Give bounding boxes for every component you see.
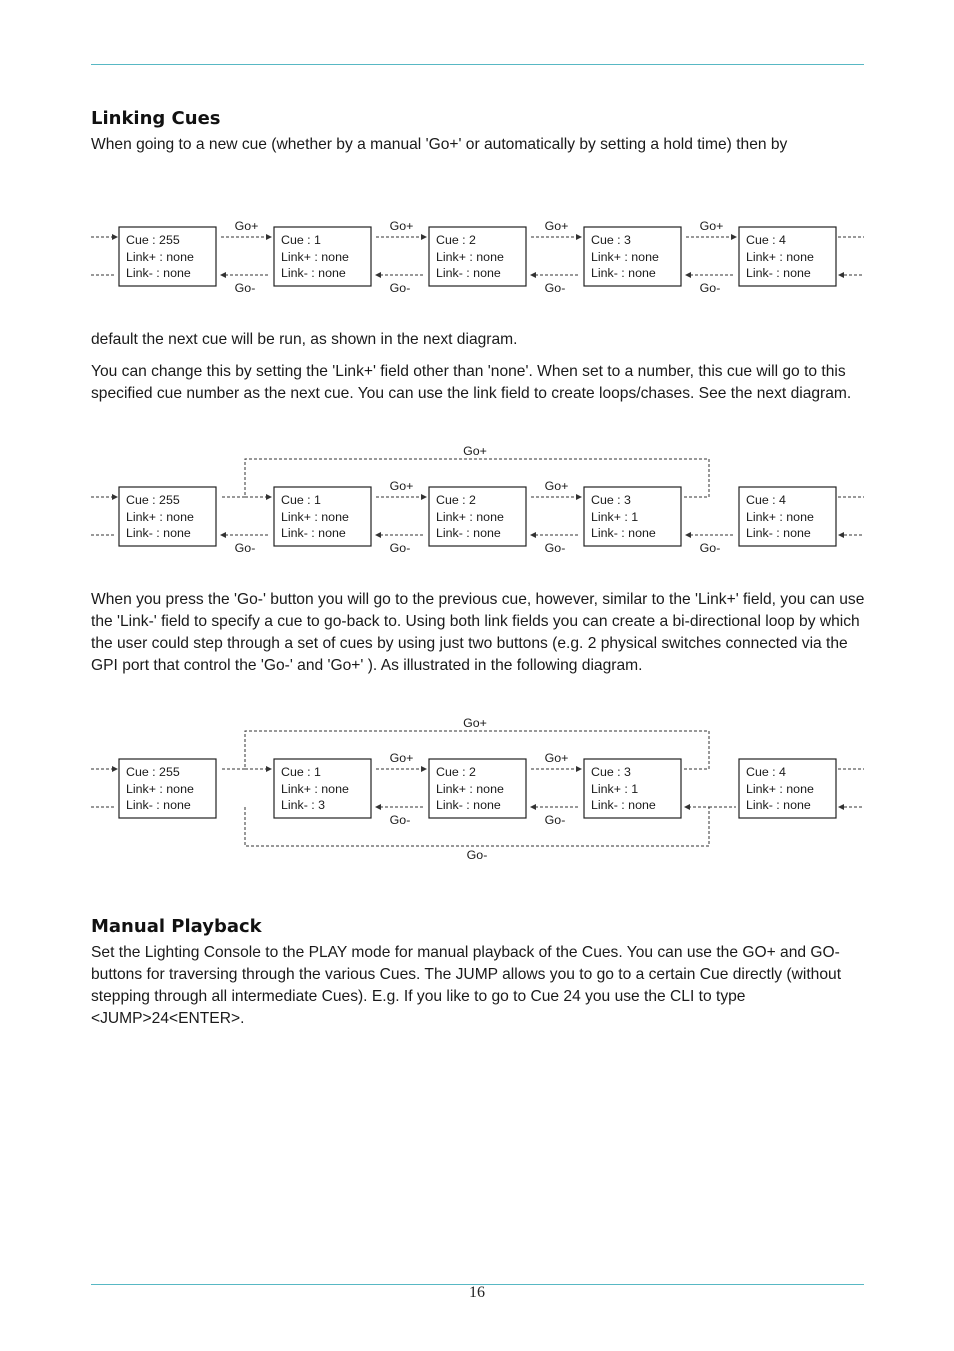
go-minus-label: Go-	[544, 541, 566, 555]
cue-link-minus-label: Link- : none	[436, 266, 501, 280]
cue-number-label: Cue : 1	[281, 233, 321, 247]
cue-link-plus-label: Link+ : 1	[591, 510, 639, 524]
go-minus-label: Go-	[389, 281, 411, 295]
cue-number-label: Cue : 4	[746, 233, 786, 247]
arrow-head	[530, 532, 536, 538]
cue-link-plus-label: Link+ : none	[126, 250, 194, 264]
cue-number-label: Cue : 2	[436, 233, 476, 247]
arrow-head	[530, 804, 536, 810]
arrow-head	[530, 272, 536, 278]
arrow-head	[684, 804, 690, 810]
go-plus-label: Go+	[389, 479, 414, 493]
arrow-head	[685, 532, 691, 538]
go-minus-label: Go-	[234, 541, 256, 555]
go-minus-label: Go-	[699, 281, 721, 295]
cue-link-minus-label: Link- : none	[281, 526, 346, 540]
cue-link-plus-label: Link+ : none	[746, 510, 814, 524]
cue-link-minus-label: Link- : none	[126, 526, 191, 540]
arrow-head	[375, 272, 381, 278]
cue-link-minus-label: Link- : none	[436, 526, 501, 540]
go-minus-label: Go-	[699, 541, 721, 555]
cue-number-label: Cue : 4	[746, 765, 786, 779]
arrow-head	[838, 804, 844, 810]
paragraph-manual-playback: Set the Lighting Console to the PLAY mode for manual playback of the Cues. You can use the GO+ and GO- buttons for traversing through the various Cues. The JUMP allows you to go to a certain Cue directly (without stepping through all intermediate Cues). E.g. If you like to go to Cue 24 you use the CLI to type <JUMP>24<ENTER>.	[91, 944, 842, 1027]
arrow-head	[838, 532, 844, 538]
cue-number-label: Cue : 3	[591, 765, 631, 779]
go-plus-label: Go+	[389, 751, 414, 765]
go-minus-label: Go-	[234, 281, 256, 295]
loop-go-plus-label: Go+	[463, 444, 487, 458]
arrow-head	[576, 766, 582, 772]
cue-link-plus-label: Link+ : none	[436, 510, 504, 524]
cue-link-minus-label: Link- : none	[591, 798, 656, 812]
cue-number-label: Cue : 255	[126, 765, 180, 779]
cue-link-plus-label: Link+ : none	[281, 782, 349, 796]
cue-link-minus-label: Link- : none	[746, 266, 811, 280]
cue-number-label: Cue : 1	[281, 765, 321, 779]
arrow-head	[266, 766, 272, 772]
arrow-head	[576, 494, 582, 500]
cue-link-minus-label: Link- : none	[591, 526, 656, 540]
cue-link-plus-label: Link+ : none	[436, 782, 504, 796]
cue-link-minus-label: Link- : none	[746, 798, 811, 812]
diagram-link-plus-loop	[0, 440, 954, 560]
cue-number-label: Cue : 4	[746, 493, 786, 507]
loop-go-minus-label: Go-	[466, 848, 488, 862]
cue-link-plus-label: Link+ : none	[126, 510, 194, 524]
arrow-head	[375, 804, 381, 810]
page-number: 16	[469, 1284, 485, 1301]
diagram-bidirectional-loop	[0, 710, 954, 865]
cue-link-plus-label: Link+ : none	[126, 782, 194, 796]
cue-link-plus-label: Link+ : none	[746, 250, 814, 264]
cue-number-label: Cue : 255	[126, 493, 180, 507]
arrow-head	[576, 234, 582, 240]
arrow-head	[375, 532, 381, 538]
loop-go-plus-label: Go+	[463, 716, 487, 730]
go-plus-label: Go+	[699, 219, 724, 233]
paragraph-default: default the next cue will be run, as shown in the next diagram.	[91, 331, 518, 348]
arrow-head	[838, 272, 844, 278]
section-heading-manual-playback: Manual Playback	[91, 916, 262, 937]
go-plus-label: Go+	[234, 219, 259, 233]
cue-link-plus-label: Link+ : none	[746, 782, 814, 796]
arrow-head	[421, 494, 427, 500]
cue-number-label: Cue : 3	[591, 233, 631, 247]
cue-link-minus-label: Link- : none	[281, 266, 346, 280]
cue-number-label: Cue : 3	[591, 493, 631, 507]
cue-number-label: Cue : 2	[436, 493, 476, 507]
cue-link-plus-label: Link+ : none	[281, 510, 349, 524]
cue-link-minus-label: Link- : 3	[281, 798, 326, 812]
go-minus-label: Go-	[544, 281, 566, 295]
section-heading-linking-cues: Linking Cues	[91, 108, 221, 129]
cue-link-minus-label: Link- : none	[746, 526, 811, 540]
arrow-head	[685, 272, 691, 278]
arrow-head	[266, 494, 272, 500]
go-minus-label: Go-	[544, 813, 566, 827]
arrow-head	[220, 272, 226, 278]
arrow-head	[731, 234, 737, 240]
paragraph-link-minus: When you press the 'Go-' button you will go to the previous cue, however, similar to the 'Link+' field, you can use the 'Link-' field to specify a cue to go-back to. Using both link fields you can create a bi-directional loop by which the user could step through a set of cues by using just two buttons (e.g. 2 physical switches connected via the GPI port that control the 'Go-' and 'Go+' ). As illustrated in the following diagram.	[91, 591, 865, 674]
arrow-head	[112, 234, 118, 240]
cue-link-minus-label: Link- : none	[126, 266, 191, 280]
cue-number-label: Cue : 255	[126, 233, 180, 247]
diagram-default-sequence	[0, 200, 954, 310]
arrow-head	[266, 234, 272, 240]
go-plus-label: Go+	[389, 219, 414, 233]
arrow-head	[421, 766, 427, 772]
cue-link-plus-label: Link+ : none	[281, 250, 349, 264]
arrow-head	[112, 766, 118, 772]
go-plus-label: Go+	[544, 751, 569, 765]
header-rule	[91, 64, 864, 65]
arrow-head	[421, 234, 427, 240]
cue-number-label: Cue : 2	[436, 765, 476, 779]
cue-link-plus-label: Link+ : none	[436, 250, 504, 264]
cue-link-plus-label: Link+ : none	[591, 250, 659, 264]
cue-number-label: Cue : 1	[281, 493, 321, 507]
go-minus-label: Go-	[389, 541, 411, 555]
go-plus-label: Go+	[544, 479, 569, 493]
cue-link-minus-label: Link- : none	[126, 798, 191, 812]
cue-link-minus-label: Link- : none	[591, 266, 656, 280]
go-minus-label: Go-	[389, 813, 411, 827]
paragraph-intro: When going to a new cue (whether by a manual 'Go+' or automatically by setting a hold time) then by	[91, 136, 788, 153]
go-plus-label: Go+	[544, 219, 569, 233]
paragraph-link-plus: You can change this by setting the 'Link+' field other than 'none'. When set to a number, this cue will go to this specified cue number as the next cue. You can use the link field to create loops/chases. See the next diagram.	[91, 363, 852, 402]
cue-link-plus-label: Link+ : 1	[591, 782, 639, 796]
cue-link-minus-label: Link- : none	[436, 798, 501, 812]
arrow-head	[112, 494, 118, 500]
arrow-head	[220, 532, 226, 538]
